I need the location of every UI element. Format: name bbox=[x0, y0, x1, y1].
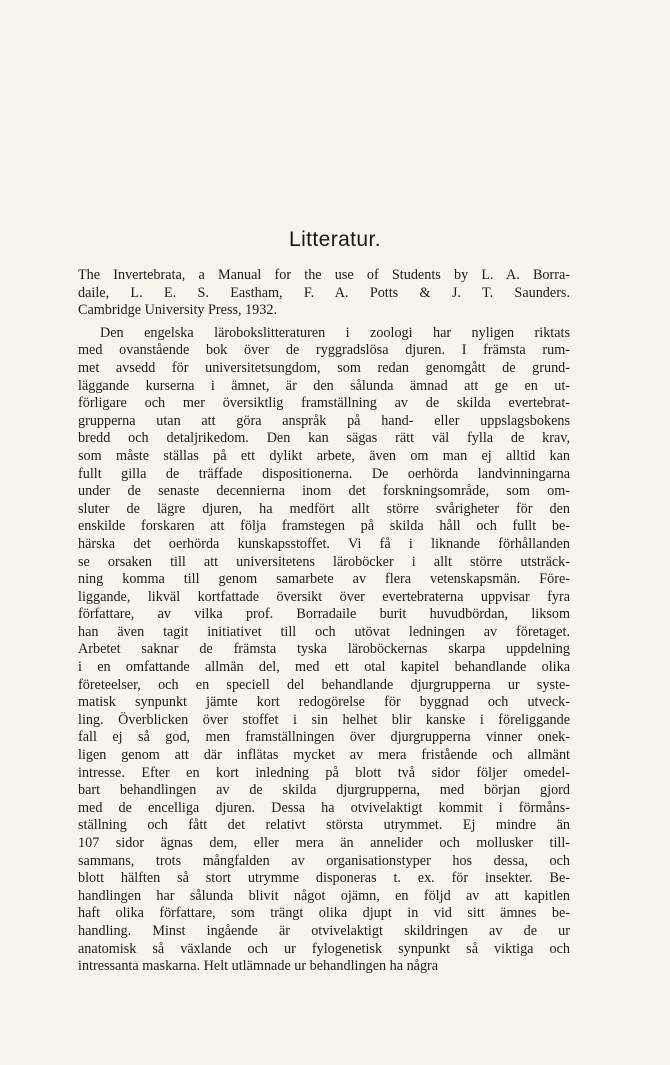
text-line: fall ej så god, men framställningen över djurgrupperna vinner onek- bbox=[78, 729, 570, 746]
text-line: sluter de lägre djuren, ha medfört allt större svårigheter för den bbox=[78, 500, 570, 517]
text-line: Cambridge University Press, 1932. bbox=[78, 302, 277, 319]
review-body bbox=[78, 325, 570, 976]
text-line: handlingen har sålunda blivit något ojämn, en följd av att kapitlen bbox=[78, 887, 570, 904]
text-line: matisk synpunkt jämte kort redogörelse för byggnad och utveck- bbox=[78, 694, 570, 711]
text-line: bart behandlingen av de skilda djurgrupperna, med början gjord bbox=[78, 782, 570, 799]
text-line: The Invertebrata, a Manual for the use of Students by L. A. Borra- bbox=[78, 267, 570, 283]
text-line: Den engelska lärobokslitteraturen i zoologi har nyligen riktats bbox=[100, 324, 570, 341]
text-line: ling. Överblicken över stoffet i sin helhet blir kanske i föreliggande bbox=[78, 711, 570, 728]
text-line: han även tagit initiativet till och utövat ledningen av företaget. bbox=[78, 623, 570, 640]
review-text bbox=[78, 267, 570, 976]
text-line: läggande kurserna i ämnet, är den sålunda ämnad att ge en ut- bbox=[78, 377, 570, 394]
text-line: Arbetet saknar de främsta tyska läroböckernas skarpa uppdelning bbox=[78, 641, 570, 658]
text-line: ligen genom att där inflätas mycket av mera fristående och allmänt bbox=[78, 747, 570, 764]
text-line: ställning och fått det relativt största utrymmet. Ej mindre än bbox=[78, 817, 570, 834]
text-line: med ovanstående bok över de ryggradslösa djuren. I främsta rum- bbox=[78, 342, 570, 359]
text-line: i en omfattande allmän del, med ett otal kapitel behandlande olika bbox=[78, 659, 570, 676]
text-line: bredd och detaljrikedom. Den kan sägas rätt väl fylla de krav, bbox=[78, 430, 570, 447]
text-line: grupperna utan att göra anspråk på hand- eller uppslagsbokens bbox=[78, 412, 570, 429]
text-line: sammans, trots mångfalden av organisationstyper hos dessa, och bbox=[78, 852, 570, 869]
book-citation bbox=[78, 267, 570, 320]
text-line: som måste ställas på ett dylikt arbete, även om man ej alltid kan bbox=[78, 447, 570, 464]
text-line: ning komma till genom samarbete av flera vetenskapsmän. Före- bbox=[78, 571, 570, 588]
text-line: fullt gilla de träffade dispositionerna. De oerhörda landvinningarna bbox=[78, 465, 570, 482]
text-line: härska det oerhörda kunskapsstoffet. Vi få i liknande förhållanden bbox=[78, 535, 570, 552]
text-line: intressanta maskarna. Helt utlämnade ur behandlingen ha några bbox=[78, 958, 439, 975]
text-line: haft olika författare, som trängt olika djupt in vid sitt ämnes be- bbox=[78, 905, 570, 922]
text-line: under de senaste decennierna inom det forskningsområde, som om- bbox=[78, 483, 570, 500]
text-line: daile, L. E. S. Eastham, F. A. Potts & J. T. Saunders. bbox=[78, 284, 570, 301]
text-line: se orsaken till att universitetens läroböcker i allt större utsträck- bbox=[78, 553, 570, 570]
text-line: förligare och mer översiktlig framställning av de skilda evertebrat- bbox=[78, 395, 570, 412]
text-line: met avsedd för universitetsungdom, som redan genomgått de grund- bbox=[78, 359, 570, 376]
text-line: liggande, likväl kortfattade översikt över evertebraterna uppvisar fyra bbox=[78, 588, 570, 605]
text-line: författare, av vilka prof. Borradaile burit huvudbördan, liksom bbox=[78, 606, 570, 623]
text-line: handling. Minst ingående är otvivelaktigt skildringen av de ur bbox=[78, 922, 570, 939]
text-line: intresse. Efter en kort inledning på blott två sidor följer omedel- bbox=[78, 764, 570, 781]
text-line: företeelser, och en speciell del behandlande djurgrupperna ur syste- bbox=[78, 676, 570, 693]
text-line: enskilde forskaren att följa framstegen på skilda håll och fullt be- bbox=[78, 518, 570, 535]
text-line: anatomisk så växlande och ur fylogenetisk synpunkt så viktiga och bbox=[78, 940, 570, 957]
text-line: med de encelliga djuren. Dessa ha otvivelaktigt kommit i förmåns- bbox=[78, 799, 570, 816]
text-line: blott hälften så stort utrymme disponeras t. ex. för insekter. Be- bbox=[78, 870, 570, 887]
page-title: Litteratur. bbox=[289, 228, 381, 251]
text-line: 107 sidor ägnas dem, eller mera än annelider och mollusker till- bbox=[78, 835, 570, 851]
